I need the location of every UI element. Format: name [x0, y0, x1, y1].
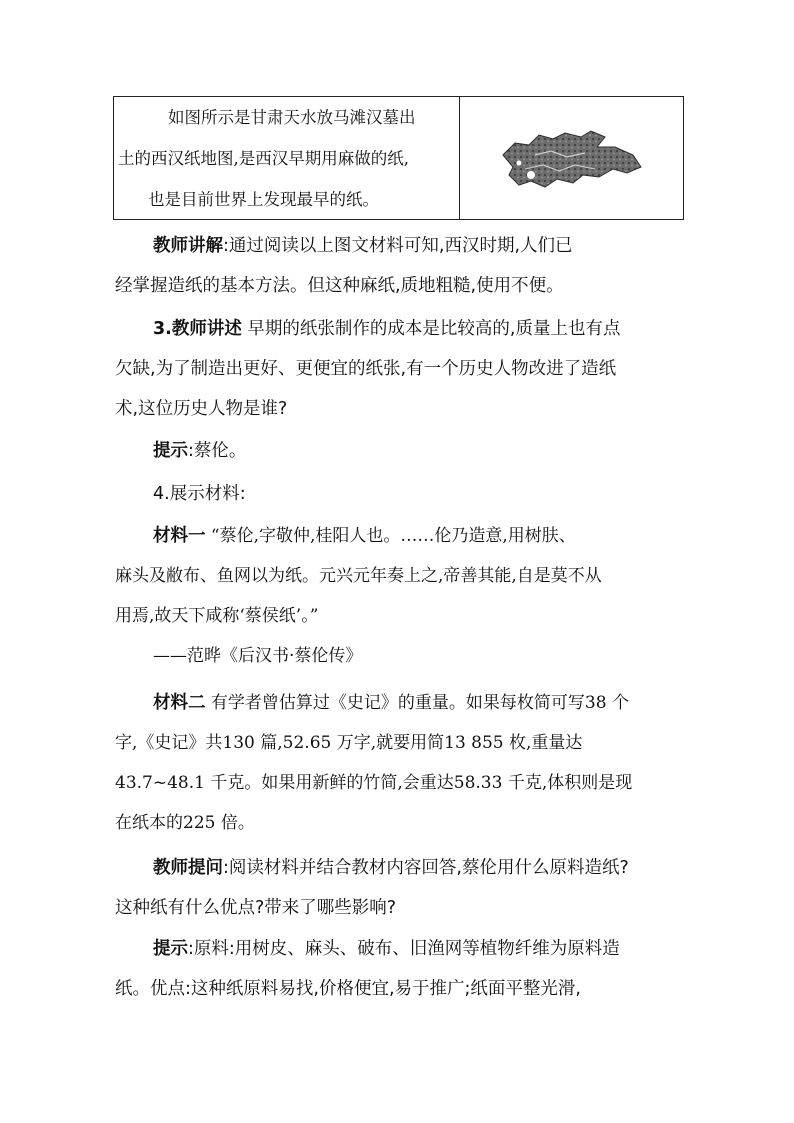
text-line: 在纸本的225 倍。 [115, 813, 255, 833]
label-hint: 提示 [153, 939, 188, 959]
paragraph-teacher-narration [115, 309, 705, 429]
intro-table [113, 96, 684, 220]
label-teacher-explanation: 教师讲解 [153, 236, 223, 256]
paragraph-hint-2 [115, 929, 705, 1009]
text-line: :阅读材料并结合教材内容回答,蔡伦用什么原料造纸? [223, 858, 629, 878]
text-line: “蔡伦,字敬仲,桂阳人也。……伦乃造意,用树肤、 [205, 526, 576, 546]
text-line: 43.7~48.1 千克。如果用新鲜的竹简,会重达58.33 千克,体积则是现 [115, 773, 633, 793]
material-one-source: ——范晔《后汉书·蔡伦传》 [153, 646, 363, 666]
text-line: 经掌握造纸的基本方法。但这种麻纸,质地粗糙,使用不便。 [115, 276, 564, 296]
text-line: 术,这位历史人物是谁? [115, 399, 288, 419]
intro-caption [114, 97, 460, 219]
material-one [115, 516, 705, 676]
label-material-one: 材料一 [153, 526, 206, 546]
text-line: 欠缺,为了制造出更好、更便宜的纸张,有一个历史人物改进了造纸 [115, 359, 617, 379]
intro-line-3: 也是目前世界上发现最早的纸。 [148, 190, 379, 209]
material-two [115, 683, 705, 843]
text-line: 麻头及敝布、鱼网以为纸。元兴元年奏上之,帝善其能,自是莫不从 [115, 566, 602, 586]
label-teacher-narration: 3.教师讲述 [153, 319, 242, 339]
text-line: 这种纸有什么优点?带来了哪些影响? [115, 898, 397, 918]
text-line: :原料:用树皮、麻头、破布、旧渔网等植物纤维为原料造 [188, 939, 620, 959]
text-line: :蔡伦。 [188, 441, 247, 461]
text-line: 4.展示材料: [153, 484, 246, 504]
paper-map-image [460, 97, 683, 219]
text-line: 用焉,故天下咸称‘蔡侯纸’。” [115, 606, 319, 626]
intro-line-2: 土的西汉纸地图,是西汉早期用麻做的纸, [118, 149, 409, 168]
text-line: 纸。优点:这种纸原料易找,价格便宜,易于推广;纸面平整光滑, [115, 979, 581, 999]
text-line: 早期的纸张制作的成本是比较高的,质量上也有点 [247, 319, 621, 339]
label-teacher-question: 教师提问 [153, 858, 223, 878]
label-material-two: 材料二 [153, 693, 206, 713]
intro-line-1: 如图所示是甘肃天水放马滩汉墓出 [168, 108, 416, 127]
label-hint: 提示 [153, 441, 188, 461]
paragraph-show-materials [115, 474, 705, 514]
paragraph-teacher-question [115, 848, 705, 928]
text-line: :通过阅读以上图文材料可知,西汉时期,人们已 [223, 236, 573, 256]
text-line: 字,《史记》共130 篇,52.65 万字,就要用简13 855 枚,重量达 [115, 733, 583, 753]
paragraph-teacher-explanation [115, 226, 705, 306]
paragraph-hint-1 [115, 431, 705, 471]
text-line: 有学者曾估算过《史记》的重量。如果每枚简可写38 个 [205, 693, 629, 713]
